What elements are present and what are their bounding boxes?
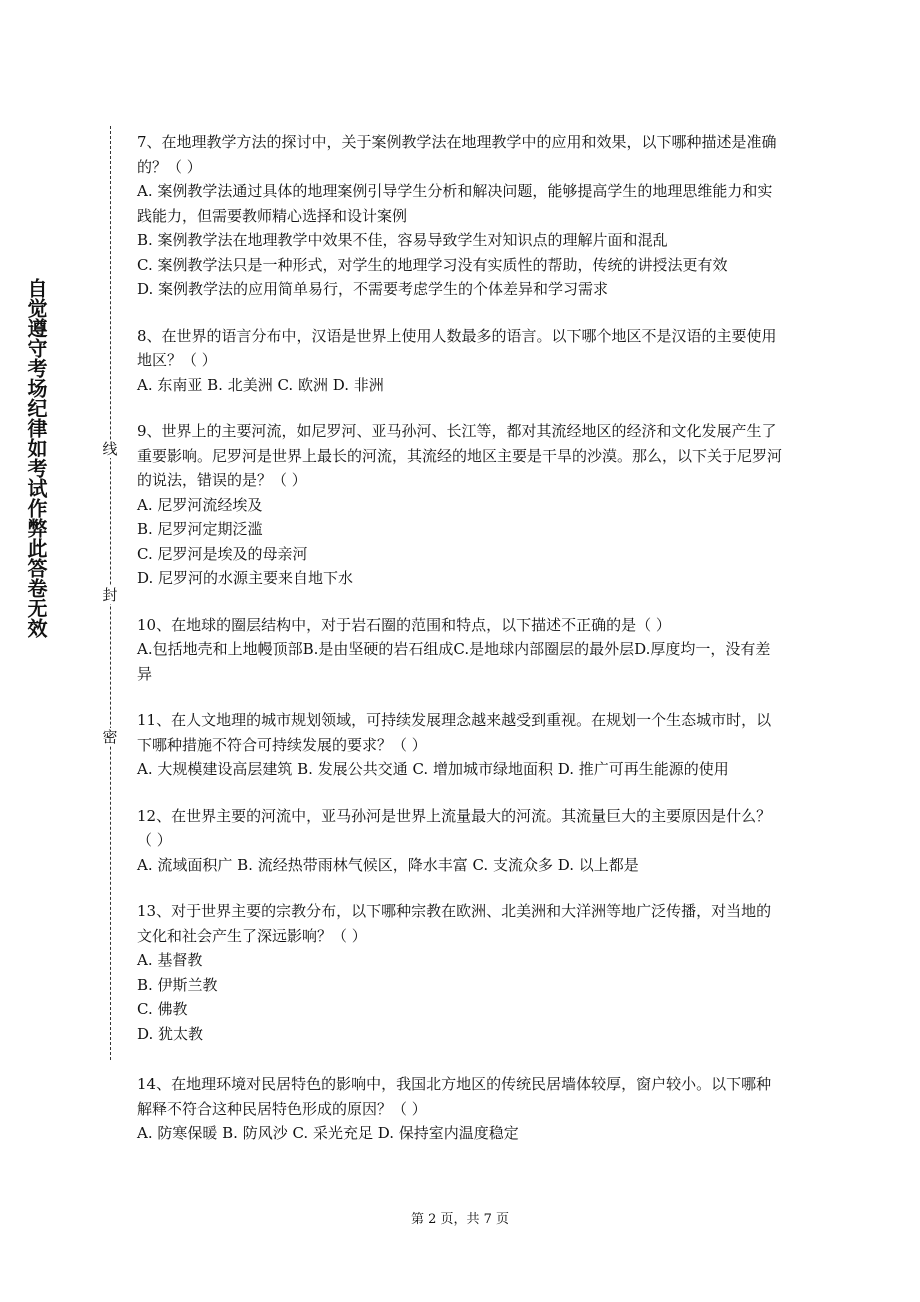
option-d: D. 尼罗河的水源主要来自地下水 bbox=[137, 569, 354, 587]
option-a: A. 尼罗河流经埃及 bbox=[137, 495, 263, 514]
question-7 bbox=[137, 130, 785, 302]
option-b: B. 尼罗河定期泛滥 bbox=[137, 520, 263, 538]
question-stem: 10、在地球的圈层结构中，对于岩石圈的范围和特点，以下描述不正确的是（ ） bbox=[137, 615, 671, 634]
option-d: D. 案例教学法的应用简单易行，不需要考虑学生的个体差异和学习需求 bbox=[137, 280, 609, 298]
option-c: C. 案例教学法只是一种形式，对学生的地理学习没有实质性的帮助，传统的讲授法更有效 bbox=[137, 255, 728, 274]
question-stem: 12、在世界主要的河流中，亚马孙河是世界上流量最大的河流。其流量巨大的主要原因是什么？（ ） bbox=[137, 806, 772, 849]
question-list bbox=[137, 130, 785, 1168]
option-b: B. 案例教学法在地理教学中效果不佳，容易导致学生对知识点的理解片面和混乱 bbox=[137, 231, 668, 249]
option-d: D. 犹太教 bbox=[137, 1024, 204, 1043]
option-b: B. 伊斯兰教 bbox=[137, 975, 218, 994]
seal-label-seal: 封 bbox=[102, 586, 118, 604]
option-a: A. 基督教 bbox=[137, 951, 203, 969]
page-number: 第 2 页，共 7 页 bbox=[410, 1212, 510, 1227]
option-c: C. 佛教 bbox=[137, 1000, 188, 1018]
question-stem: 11、在人文地理的城市规划领域，可持续发展理念越来越受到重视。在规划一个生态城市时，以下哪种措施不符合可持续发展的要求？（ ） bbox=[137, 711, 772, 754]
question-stem: 14、在地理环境对民居特色的影响中，我国北方地区的传统民居墙体较厚，窗户较小。以下哪种解释不符合这种民居特色形成的原因？（ ） bbox=[137, 1075, 772, 1118]
question-11 bbox=[137, 708, 785, 782]
seal-label-line: 线 bbox=[102, 440, 118, 458]
options-line: A. 东南亚 B. 北美洲 C. 欧洲 D. 非洲 bbox=[137, 375, 384, 394]
option-a: A. 案例教学法通过具体的地理案例引导学生分析和解决问题，能够提高学生的地理思维能力和实践能力，但需要教师精心选择和设计案例 bbox=[137, 182, 773, 225]
question-9 bbox=[137, 419, 785, 591]
options-line: A. 防寒保暖 B. 防风沙 C. 采光充足 D. 保持室内温度稳定 bbox=[137, 1124, 519, 1142]
question-stem: 8、在世界的语言分布中，汉语是世界上使用人数最多的语言。以下哪个地区不是汉语的主要使用地区？（ ） bbox=[137, 326, 777, 369]
seal-label-secret: 密 bbox=[102, 728, 118, 746]
options-line: A. 大规模建设高层建筑 B. 发展公共交通 C. 增加城市绿地面积 D. 推广可再生能源的使用 bbox=[137, 760, 729, 778]
options-line: A.包括地壳和上地幔顶部B.是由坚硬的岩石组成C.是地球内部圈层的最外层D.厚度均一，没有差异 bbox=[137, 640, 771, 683]
exam-discipline-notice: 自觉遵守考场纪律如考试作弊此答卷无效 bbox=[24, 278, 48, 638]
question-8 bbox=[137, 324, 785, 398]
question-14 bbox=[137, 1072, 785, 1146]
question-stem: 13、对于世界主要的宗教分布，以下哪种宗教在欧洲、北美洲和大洋洲等地广泛传播，对当地的文化和社会产生了深远影响？（ ） bbox=[137, 902, 772, 945]
question-13 bbox=[137, 899, 785, 1046]
question-10 bbox=[137, 613, 785, 687]
question-12 bbox=[137, 804, 785, 878]
option-c: C. 尼罗河是埃及的母亲河 bbox=[137, 544, 308, 563]
options-line: A. 流域面积广 B. 流经热带雨林气候区，降水丰富 C. 支流众多 D. 以上都是 bbox=[137, 855, 639, 874]
question-stem: 9、世界上的主要河流，如尼罗河、亚马孙河、长江等，都对其流经地区的经济和文化发展产生了重要影响。尼罗河是世界上最长的河流，其流经的地区主要是干旱的沙漠。那么，以下关于尼罗河的说法，错误的是？（ ） bbox=[137, 422, 783, 489]
question-stem: 7、在地理教学方法的探讨中，关于案例教学法在地理教学中的应用和效果，以下哪种描述是准确的？（ ） bbox=[137, 133, 777, 176]
